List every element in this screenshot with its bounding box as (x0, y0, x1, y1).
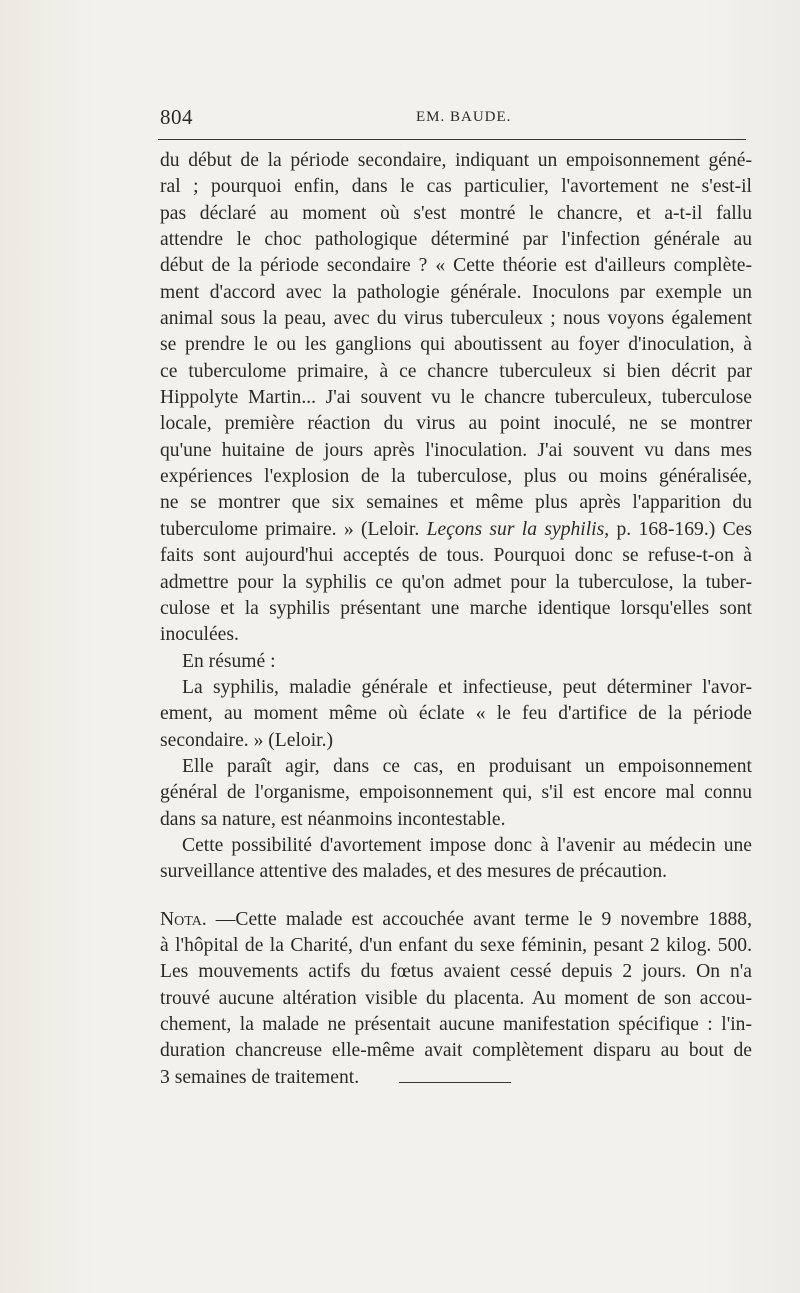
page-number: 804 (160, 105, 193, 129)
text-line: inoculées. (160, 624, 239, 646)
text-line: Cette possibilité d'avortement impose donc à l'avenir au médecin une (182, 834, 752, 856)
text-line: En résumé : (182, 650, 276, 672)
paragraph (160, 754, 752, 833)
text-line: qu'une huitaine de jours après l'inoculation. J'ai souvent vu dans mes (160, 439, 752, 461)
text-line: pas déclaré au moment où s'est montré le chancre, et a-t-il fallu (160, 202, 752, 224)
text-line: secondaire. » (Leloir.) (160, 729, 334, 751)
text-line: La syphilis, maladie générale et infectieuse, peut déterminer l'avor- (182, 676, 752, 698)
citation-title: Leçons sur la syphilis (426, 518, 605, 540)
text-line: Elle paraît agir, dans ce cas, en produisant un empoisonnement (182, 755, 752, 777)
header-rule (158, 139, 746, 140)
text-line: Les mouvements actifs du fœtus avaient cessé depuis 2 jours. On n'a (160, 961, 752, 983)
text-line: animal sous la peau, avec du virus tuberculeux ; nous voyons également (160, 308, 752, 330)
text-line: ral ; pourquoi enfin, dans le cas particulier, l'avortement ne s'est-il (160, 176, 752, 198)
text-line: trouvé aucune altération visible du placenta. Au moment de son accou- (160, 987, 752, 1009)
text-line: général de l'organisme, empoisonnement qui, s'il est encore mal connu (160, 782, 752, 804)
text-line: locale, première réaction du virus au point inoculé, ne se montrer (160, 413, 752, 435)
text-line: surveillance attentive des malades, et des mesures de précaution. (160, 861, 668, 883)
page-header (158, 103, 748, 139)
text-line: attendre le choc pathologique déterminé par l'infection générale au (160, 229, 752, 251)
text-line: chement, la malade ne présentait aucune manifestation spécifique : l'in- (160, 1014, 752, 1035)
text-line: 3 semaines de traitement. (160, 1066, 360, 1088)
running-head: EM. BAUDE. (416, 109, 512, 125)
section-gap (160, 886, 752, 907)
nota-first-line (160, 907, 752, 933)
body-text (160, 148, 752, 1091)
text-line: expériences l'explosion de la tuberculose, plus ou moins généralisée, (160, 466, 752, 488)
citation-before: tuberculome primaire. » (Leloir. (160, 518, 427, 540)
citation-after: , p. 168-169.) Ces (604, 518, 752, 540)
text-line: Hippolyte Martin... J'ai souvent vu le chancre tuberculeux, tuberculose (160, 387, 752, 409)
nota-text: —Cette malade est accouchée avant terme le 9 novembre 1888, (206, 908, 752, 930)
text-line: duration chancreuse elle-même avait complètement disparu au bout de (160, 1040, 752, 1062)
nota-note (160, 907, 752, 1091)
text-line: culose et la syphilis présentant une marche identique lorsqu'elles sont (160, 597, 752, 619)
text-line: du début de la période secondaire, indiquant un empoisonnement géné- (160, 150, 752, 171)
paragraph (160, 675, 752, 754)
text-line: début de la période secondaire ? « Cette théorie est d'ailleurs complète- (160, 255, 752, 277)
text-line: se prendre le ou les ganglions qui aboutissent au foyer d'inoculation, à (160, 334, 752, 356)
paragraph (160, 148, 752, 649)
paragraph (160, 649, 752, 675)
text-line: faits sont aujourd'hui acceptés de tous. Pourquoi donc se refuse-t-on à (160, 545, 752, 567)
citation-line (160, 517, 752, 543)
end-rule (399, 1082, 511, 1083)
paragraph (160, 833, 752, 886)
text-line: ment d'accord avec la pathologie générale. Inoculons par exemple un (160, 281, 752, 303)
text-line: ement, au moment même où éclate « le feu d'artifice de la période (160, 703, 752, 725)
text-line: ne se montrer que six semaines et même plus après l'apparition du (160, 492, 752, 514)
nota-label: Nota. (160, 908, 207, 930)
text-line: ce tuberculome primaire, à ce chancre tuberculeux si bien décrit par (160, 360, 752, 382)
text-line: dans sa nature, est néanmoins incontestable. (160, 808, 506, 830)
text-line: admettre pour la syphilis ce qu'on admet pour la tuberculose, la tuber- (160, 571, 752, 593)
text-line: à l'hôpital de la Charité, d'un enfant du sexe féminin, pesant 2 kilog. 500. (160, 934, 752, 956)
